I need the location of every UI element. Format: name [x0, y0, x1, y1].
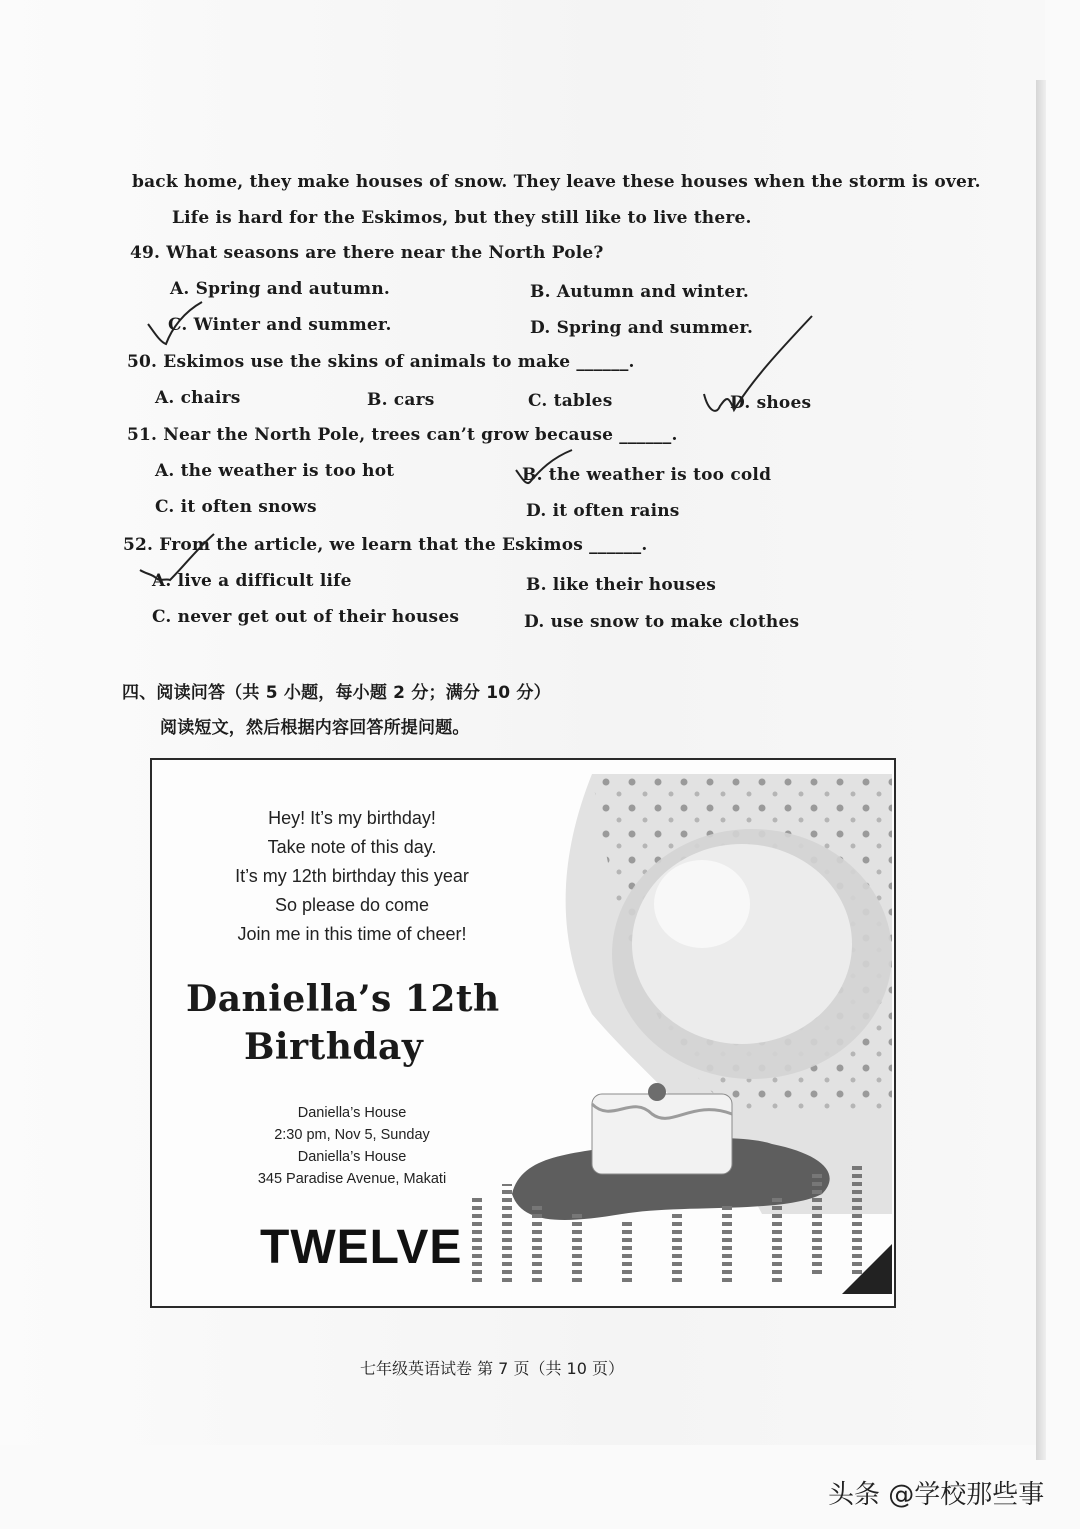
question-51-stem: 51. Near the North Pole, trees can’t grow because ______. — [127, 425, 678, 445]
detail-line: Daniella’s House — [297, 1105, 407, 1121]
passage-line-1: back home, they make houses of snow. They leave these houses when the storm is over. — [132, 172, 981, 192]
question-52-option-a: A. live a difficult life — [152, 571, 352, 591]
twelve-brand-text: TWELVE — [260, 1221, 463, 1274]
question-51-option-c: C. it often snows — [155, 497, 317, 517]
question-51-option-d: D. it often rains — [526, 501, 680, 521]
question-50-option-a: A. chairs — [155, 388, 241, 408]
birthday-invitation — [150, 758, 896, 1308]
question-50-option-b: B. cars — [367, 390, 435, 410]
page-edge-shadow — [1036, 80, 1046, 1460]
poem-line: It’s my 12th birthday this year — [235, 866, 469, 886]
poem-line: Join me in this time of cheer! — [237, 924, 467, 944]
section-4-instruction: 阅读短文，然后根据内容回答所提问题。 — [160, 718, 470, 738]
question-49-option-d: D. Spring and summer. — [530, 318, 754, 338]
question-50-stem: 50. Eskimos use the skins of animals to make ______. — [127, 352, 635, 372]
question-52-option-b: B. like their houses — [526, 575, 717, 595]
question-52-option-c: C. never get out of their houses — [152, 607, 460, 627]
source-watermark: 头条 @学校那些事 — [828, 1480, 1045, 1510]
invitation-title-line-1: Daniella’s 12th — [186, 978, 500, 1020]
question-49-option-b: B. Autumn and winter. — [530, 282, 750, 302]
question-51-option-b: B. the weather is too cold — [522, 465, 772, 485]
question-52-option-d: D. use snow to make clothes — [524, 612, 800, 632]
detail-line: Daniella’s House — [297, 1149, 407, 1165]
poem-line: Hey! It’s my birthday! — [268, 808, 436, 828]
poem-line: Take note of this day. — [267, 837, 437, 857]
question-51-option-a: A. the weather is too hot — [155, 461, 395, 481]
detail-line: 345 Paradise Avenue, Makati — [257, 1171, 447, 1187]
invitation-poem — [192, 804, 512, 949]
passage-line-2: Life is hard for the Eskimos, but they still like to live there. — [172, 208, 752, 228]
question-49-option-c: C. Winter and summer. — [168, 315, 392, 335]
question-49-stem: 49. What seasons are there near the North Pole? — [130, 243, 604, 263]
section-4-heading: 四、阅读问答（共 5 小题，每小题 2 分；满分 10 分） — [122, 683, 551, 703]
question-50-option-d: D. shoes — [730, 393, 812, 413]
page-footer: 七年级英语试卷 第 7 页（共 10 页） — [360, 1359, 624, 1378]
poem-line: So please do come — [274, 895, 430, 915]
invitation-details — [232, 1102, 472, 1190]
question-50-option-c: C. tables — [528, 391, 613, 411]
detail-line: 2:30 pm, Nov 5, Sunday — [274, 1127, 430, 1143]
question-52-stem: 52. From the article, we learn that the Eskimos ______. — [123, 535, 648, 555]
question-49-option-a: A. Spring and autumn. — [170, 279, 391, 299]
invitation-title-line-2: Birthday — [244, 1026, 424, 1068]
